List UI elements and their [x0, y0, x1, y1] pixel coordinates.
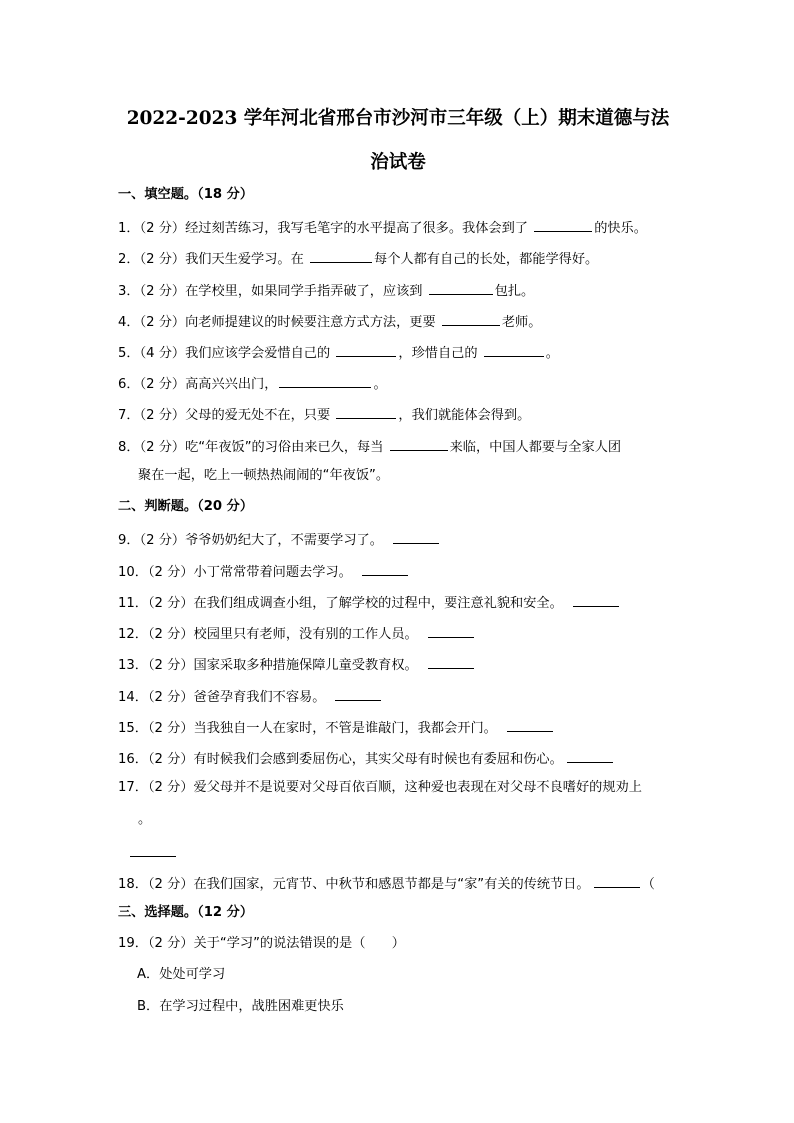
question-19: 19．（2 分）关于“学习”的说法错误的是（ ）: [118, 936, 405, 951]
question-3-tail: 包扎。: [494, 284, 535, 299]
question-18-text: 18．（2 分）在我们国家，元宵节、中秋节和感恩节都是与“家”有关的传统节日。: [118, 877, 590, 892]
question-18: [118, 873, 655, 894]
question-3-text: 3．（2 分）在学校里，如果同学手指弄破了，应该到: [118, 284, 427, 299]
answer-blank: [442, 311, 500, 326]
question-17: 17．（2 分）爱父母并不是说要对父母百依百顺，这种爱也表现在对父母不良嗜好的规劝上: [118, 780, 642, 795]
question-2: [118, 248, 598, 269]
question-17-blank: [128, 842, 178, 863]
question-7-text: 7．（2 分）父母的爱无处不在，只要: [118, 408, 335, 423]
section-fill-blank: 一、填空题。（18 分）: [118, 187, 254, 202]
question-7: [118, 404, 530, 425]
question-5-text: 5．（4 分）我们应该学会爱惜自己的: [118, 346, 335, 361]
question-2-tail: 每个人都有自己的长处，都能学得好。: [374, 252, 599, 267]
question-8-continued: 聚在一起，吃上一顿热热闹闹的“年夜饭”。: [138, 468, 390, 483]
answer-blank: [429, 280, 493, 295]
question-1-text: 1．（2 分）经过刻苦练习，我写毛笔字的水平提高了很多。我体会到了: [118, 221, 533, 236]
question-4-text: 4．（2 分）向老师提建议的时候要注意方式方法，更要: [118, 315, 440, 330]
answer-blank: [567, 748, 613, 763]
question-17-period: 。: [138, 812, 152, 827]
question-15: [118, 717, 555, 738]
question-19-option-b: B．在学习过程中，战胜困难更快乐: [137, 999, 344, 1014]
section-true-false: 二、判断题。（20 分）: [118, 499, 254, 514]
question-6-tail: 。: [373, 377, 387, 392]
answer-blank: [310, 248, 372, 263]
question-4-tail: 老师。: [501, 315, 542, 330]
answer-blank: [336, 404, 396, 419]
answer-blank: [594, 873, 640, 888]
question-10: [118, 561, 410, 582]
answer-blank: [428, 623, 474, 638]
question-12-text: 12．（2 分）校园里只有老师，没有别的工作人员。: [118, 627, 418, 642]
question-1-tail: 的快乐。: [594, 221, 647, 236]
question-6-text: 6．（2 分）高高兴兴出门，: [118, 377, 278, 392]
question-8: [118, 436, 621, 457]
question-13: [118, 654, 476, 675]
exam-title-line-2: 治试卷: [370, 152, 426, 173]
question-9-text: 9．（2 分）爷爷奶奶纪大了，不需要学习了。: [118, 533, 383, 548]
answer-blank: [507, 717, 553, 732]
question-5-tail: 。: [545, 346, 559, 361]
question-5: [118, 342, 559, 363]
question-4: [118, 311, 541, 332]
question-10-text: 10．（2 分）小丁常常带着问题去学习。: [118, 565, 352, 580]
question-3: [118, 280, 534, 301]
question-7-tail: ，我们就能体会得到。: [398, 408, 531, 423]
question-16: [118, 748, 615, 769]
question-5-mid: ，珍惜自己的: [398, 346, 482, 361]
question-12: [118, 623, 476, 644]
answer-blank: [362, 561, 408, 576]
question-1: [118, 217, 647, 238]
question-15-text: 15．（2 分）当我独自一人在家时，不管是谁敲门，我都会开门。: [118, 721, 497, 736]
answer-blank: [573, 592, 619, 607]
question-8-mid: 来临，中国人都要与全家人团: [449, 440, 622, 455]
answer-blank: [336, 342, 396, 357]
answer-blank: [484, 342, 544, 357]
exam-title-line-1: 2022-2023 学年河北省邢台市沙河市三年级（上）期末道德与法: [126, 108, 670, 129]
answer-blank: [534, 217, 592, 232]
answer-blank: [393, 529, 439, 544]
question-13-text: 13．（2 分）国家采取多种措施保障儿童受教育权。: [118, 658, 418, 673]
answer-blank: [335, 686, 381, 701]
question-18-tail: （: [641, 877, 655, 892]
question-11-text: 11．（2 分）在我们组成调查小组，了解学校的过程中，要注意礼貌和安全。: [118, 596, 563, 611]
question-8-text: 8．（2 分）吃“年夜饭”的习俗由来已久，每当: [118, 440, 388, 455]
question-6: [118, 373, 387, 394]
answer-blank: [130, 842, 176, 857]
question-14: [118, 686, 383, 707]
question-14-text: 14．（2 分）爸爸孕育我们不容易。: [118, 690, 326, 705]
question-2-text: 2．（2 分）我们天生爱学习。在: [118, 252, 309, 267]
question-19-option-a: A．处处可学习: [137, 967, 226, 982]
answer-blank: [428, 654, 474, 669]
answer-blank: [279, 373, 371, 388]
answer-blank: [390, 436, 448, 451]
question-11: [118, 592, 621, 613]
question-9: [118, 529, 441, 550]
section-multiple-choice: 三、选择题。（12 分）: [118, 905, 254, 920]
question-16-text: 16．（2 分）有时候我们会感到委屈伤心，其实父母有时候也有委屈和伤心。: [118, 752, 563, 767]
